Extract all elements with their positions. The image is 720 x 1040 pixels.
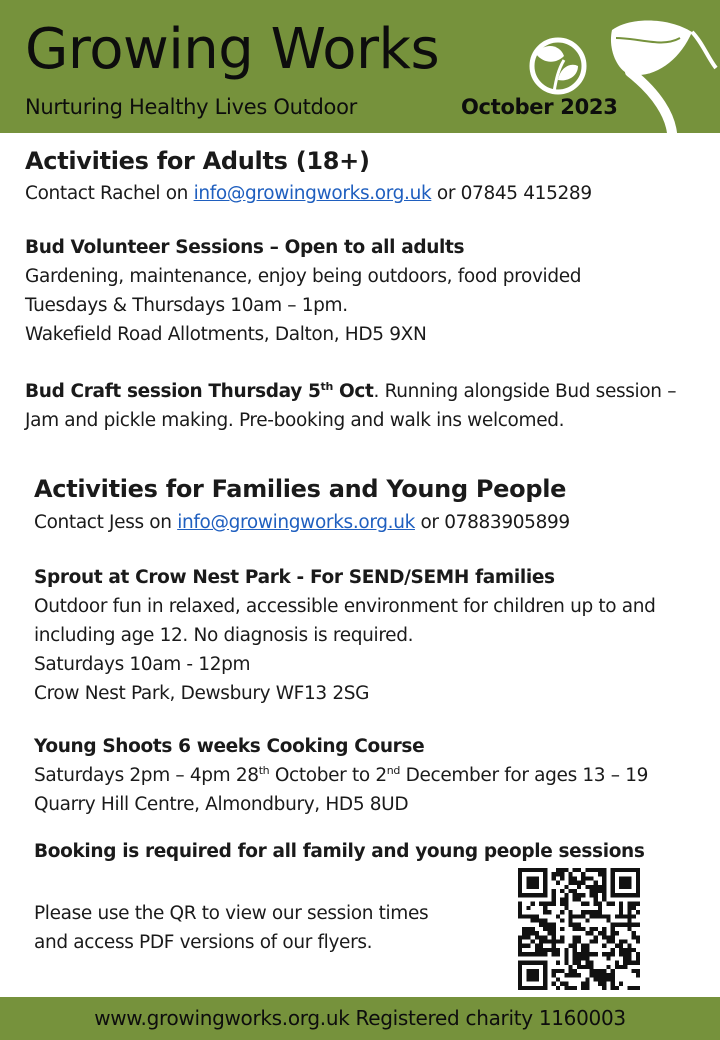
sprout-line1: Outdoor fun in relaxed, accessible environment for children up to and xyxy=(34,596,656,617)
families-heading: Activities for Families and Young People xyxy=(34,475,567,503)
shoots-line1-b: October to 2 xyxy=(269,765,387,786)
craft-title-part1: Bud Craft session Thursday 5 xyxy=(25,381,321,402)
leaf-logo-icon xyxy=(520,8,720,133)
header-banner xyxy=(0,0,720,133)
craft-line2: Jam and pickle making. Pre-booking and walk ins welcomed. xyxy=(25,410,565,431)
shoots-line1-c: December for ages 13 – 19 xyxy=(400,765,649,786)
shoots-title: Young Shoots 6 weeks Cooking Course xyxy=(34,736,425,757)
footer-text[interactable]: www.growingworks.org.uk Registered charity 1160003 xyxy=(94,1006,626,1030)
qr-line2: and access PDF versions of our flyers. xyxy=(34,932,373,953)
brand-title: Growing Works xyxy=(25,17,440,82)
adults-contact xyxy=(25,179,592,208)
bud-line1: Gardening, maintenance, enjoy being outdoors, food provided xyxy=(25,266,582,287)
shoots-line1 xyxy=(34,761,648,790)
adults-heading: Activities for Adults (18+) xyxy=(25,147,370,175)
shoots-sup1: th xyxy=(258,763,270,777)
sprout-title: Sprout at Crow Nest Park - For SEND/SEMH families xyxy=(34,567,555,588)
craft-line1 xyxy=(25,377,676,406)
sprout-line2: including age 12. No diagnosis is required. xyxy=(34,625,414,646)
bud-line3: Wakefield Road Allotments, Dalton, HD5 9XN xyxy=(25,324,427,345)
shoots-line1-a: Saturdays 2pm – 4pm 28 xyxy=(34,765,259,786)
families-contact xyxy=(34,508,570,537)
families-contact-suffix: or 07883905899 xyxy=(414,512,570,533)
families-contact-prefix: Contact Jess on xyxy=(34,512,178,533)
sprout-line3: Saturdays 10am - 12pm xyxy=(34,654,251,675)
issue-date: October 2023 xyxy=(461,95,618,119)
qr-code-icon[interactable] xyxy=(518,868,640,990)
craft-rest: . Running alongside Bud session – xyxy=(373,381,677,402)
bud-line2: Tuesdays & Thursdays 10am – 1pm. xyxy=(25,295,348,316)
families-email-link[interactable]: info@growingworks.org.uk xyxy=(177,512,415,533)
bud-title: Bud Volunteer Sessions – Open to all adults xyxy=(25,237,465,258)
adults-email-link[interactable]: info@growingworks.org.uk xyxy=(193,183,432,204)
craft-title-sup: th xyxy=(320,379,333,393)
sprout-line4: Crow Nest Park, Dewsbury WF13 2SG xyxy=(34,683,370,704)
craft-title-part2: Oct xyxy=(332,381,374,402)
footer-banner xyxy=(0,997,720,1040)
shoots-sup2: nd xyxy=(386,763,401,777)
booking-note: Booking is required for all family and young people sessions xyxy=(34,841,645,862)
tagline: Nurturing Healthy Lives Outdoor xyxy=(25,95,357,119)
qr-line1: Please use the QR to view our session times xyxy=(34,903,429,924)
craft-title xyxy=(25,381,374,402)
adults-contact-suffix: or 07845 415289 xyxy=(431,183,592,204)
adults-contact-prefix: Contact Rachel on xyxy=(25,183,194,204)
shoots-line2: Quarry Hill Centre, Almondbury, HD5 8UD xyxy=(34,794,409,815)
